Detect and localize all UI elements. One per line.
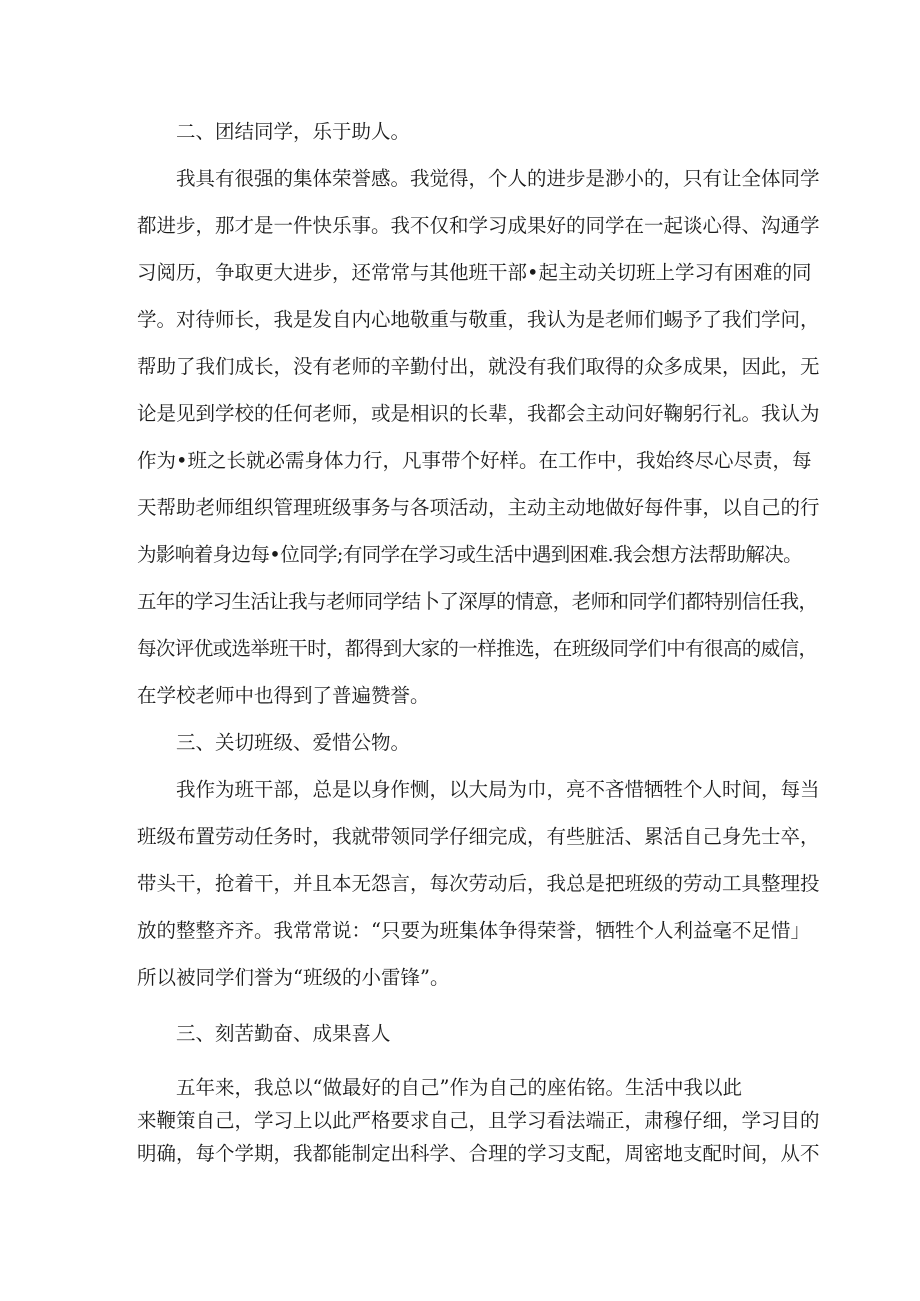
paragraph-line: 在学校老师中也得到了普遍赞誉。 — [137, 684, 430, 707]
paragraph-line: 天帮助老师组织管理班级事务与各项活动，主动主动地做好每件事，以自己的行 — [137, 496, 820, 519]
paragraph-line: 帮助了我们成长，没有老师的辛勤付出，就没有我们取得的众多成果，因此，无 — [137, 355, 820, 378]
paragraph-line: 所以被同学们誉为“班级的小雷锋”。 — [137, 966, 450, 989]
paragraph-line: 我作为班干部，总是以身作恻，以大局为巾，亮不吝惜牺牲个人时间，每当 — [176, 778, 820, 801]
paragraph-line: 为影响着身边每•位同学;有同学在学习或生活中遇到困难.我会想方法帮助解决。 — [137, 543, 803, 566]
paragraph-line: 习阅历，争取更大进步，还常常与其他班干部•起主动关切班上学习有困难的同 — [137, 261, 812, 284]
section-heading-unity: 二、团结同学，乐于助人。 — [176, 120, 411, 143]
paragraph-line: 论是见到学校的任何老师，或是相识的长辈，我都会主动问好鞠躬行礼。我认为 — [137, 402, 820, 425]
paragraph-line: 学。对待师长，我是发自内心地敬重与敬重，我认为是老师们蜴予了我们学问， — [137, 308, 820, 331]
paragraph-line: 每次评优或选举班干时，都得到大家的一样推选，在班级同学们中有很高的威信， — [137, 637, 818, 660]
paragraph-line: 作为•班之长就必需身体力行，凡事带个好样。在工作中，我始终尽心尽责，每 — [137, 449, 812, 472]
paragraph-line: 来鞭策自己，学习上以此严格要求自己，且学习看法端正，肃穆仔细，学习目的 — [137, 1109, 820, 1132]
paragraph-line: 放的整整齐齐。我常常说：“只要为班集体争得荣誉，牺牲个人利益毫不足惜」 — [137, 919, 810, 942]
paragraph-line: 明确，每个学期，我都能制定出科学、合理的学习支配，周密地支配时间，从不 — [137, 1142, 820, 1165]
paragraph-line: 班级布置劳动任务时，我就带领同学仔细完成，有些脏活、累活自己身先士卒， — [137, 825, 820, 848]
paragraph-line: 五年来，我总以“做最好的自己”作为自己的座佑铭。生活中我以此 — [176, 1076, 742, 1099]
paragraph-line: 我具有很强的集体荣誉感。我觉得，个人的进步是渺小的，只有让全体同学 — [176, 167, 820, 190]
section-heading-class-care: 三、关切班级、爱惜公物。 — [176, 731, 411, 754]
paragraph-line: 五年的学习生活让我与老师同学结卜了深厚的情意，老师和同学们都特别信任我， — [137, 590, 818, 613]
section-heading-diligence: 三、刻苦勤奋、成果喜人 — [176, 1022, 391, 1045]
paragraph-line: 都进步，那才是一件快乐事。我不仅和学习成果好的同学在一起谈心得、沟通学 — [137, 214, 820, 237]
paragraph-line: 带头干，抢着干，并且本无怨言，每次劳动后，我总是把班级的劳动工具整理投 — [137, 872, 820, 895]
